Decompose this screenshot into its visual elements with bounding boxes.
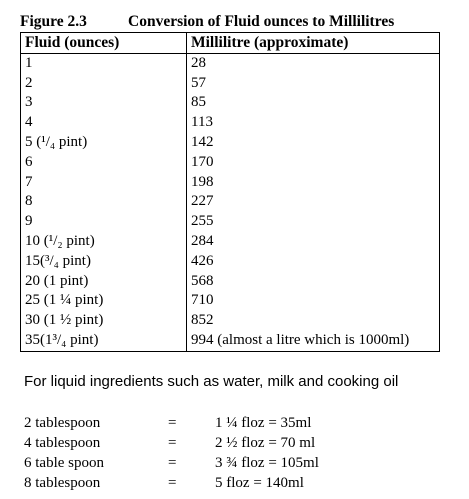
figure-title bbox=[20, 13, 394, 31]
equals-sign: = bbox=[168, 435, 177, 451]
millilitre-cell: 284 bbox=[187, 232, 440, 252]
fluid-equivalent: 2 ½ floz = 70 ml bbox=[215, 435, 316, 451]
fluid-ounces-cell: 30 (1 ½ pint) bbox=[21, 311, 187, 331]
fluid-ounces-cell: 4 bbox=[21, 113, 187, 133]
fluid-ounces-cell: 20 (1 pint) bbox=[21, 272, 187, 292]
table-header-row bbox=[21, 33, 440, 54]
fluid-equivalent: 5 floz = 140ml bbox=[215, 475, 304, 491]
fluid-equivalent: 1 ¼ floz = 35ml bbox=[215, 415, 312, 431]
fluid-ounces-cell: 1 bbox=[21, 53, 187, 73]
tablespoon-quantity: 8 tablespoon bbox=[24, 475, 101, 491]
table-row bbox=[21, 232, 440, 252]
fluid-ounces-cell: 15(³/₄ pint) bbox=[21, 252, 187, 272]
table-row bbox=[21, 291, 440, 311]
fluid-ounces-cell: 10 (¹/₂ pint) bbox=[21, 232, 187, 252]
tablespoon-quantity: 4 tablespoon bbox=[24, 435, 101, 451]
fluid-ounces-cell: 25 (1 ¼ pint) bbox=[21, 291, 187, 311]
millilitre-cell: 568 bbox=[187, 272, 440, 292]
millilitre-cell: 198 bbox=[187, 173, 440, 193]
equals-sign: = bbox=[168, 415, 177, 431]
fluid-ounces-cell: 7 bbox=[21, 173, 187, 193]
millilitre-cell: 426 bbox=[187, 252, 440, 272]
millilitre-cell: 113 bbox=[187, 113, 440, 133]
table-row bbox=[21, 212, 440, 232]
table-row bbox=[21, 93, 440, 113]
liquid-ingredients-intro: For liquid ingredients such as water, milk and cooking oil bbox=[24, 373, 399, 390]
table-row bbox=[21, 113, 440, 133]
fluid-ounces-cell: 6 bbox=[21, 153, 187, 173]
tablespoon-quantity: 6 table spoon bbox=[24, 455, 104, 471]
table-row bbox=[21, 311, 440, 331]
fluid-ounces-cell: 8 bbox=[21, 192, 187, 212]
table-row bbox=[21, 252, 440, 272]
figure-caption: Conversion of Fluid ounces to Millilitres bbox=[128, 13, 395, 30]
equals-sign: = bbox=[168, 475, 177, 491]
table-row bbox=[21, 192, 440, 212]
millilitre-cell: 28 bbox=[187, 53, 440, 73]
tablespoon-quantity: 2 tablespoon bbox=[24, 415, 101, 431]
fluid-ounces-cell: 2 bbox=[21, 74, 187, 94]
millilitre-cell: 255 bbox=[187, 212, 440, 232]
column-header-millilitre: Millilitre (approximate) bbox=[187, 33, 440, 54]
table-row bbox=[21, 272, 440, 292]
table-row bbox=[21, 153, 440, 173]
millilitre-cell: 170 bbox=[187, 153, 440, 173]
millilitre-cell: 57 bbox=[187, 74, 440, 94]
table-row bbox=[21, 173, 440, 193]
fluid-equivalent: 3 ¾ floz = 105ml bbox=[215, 455, 319, 471]
fluid-ounces-cell: 3 bbox=[21, 93, 187, 113]
millilitre-cell: 994 (almost a litre which is 1000ml) bbox=[187, 331, 440, 351]
millilitre-cell: 710 bbox=[187, 291, 440, 311]
table-row bbox=[21, 331, 440, 351]
table-row bbox=[21, 74, 440, 94]
table-row bbox=[21, 53, 440, 73]
equals-sign: = bbox=[168, 455, 177, 471]
millilitre-cell: 142 bbox=[187, 133, 440, 153]
fluid-ounces-cell: 35(1³/₄ pint) bbox=[21, 331, 187, 351]
millilitre-cell: 852 bbox=[187, 311, 440, 331]
figure-label: Figure 2.3 bbox=[20, 13, 87, 30]
fluid-ounces-cell: 9 bbox=[21, 212, 187, 232]
fluid-ounces-cell: 5 (¹/₄ pint) bbox=[21, 133, 187, 153]
millilitre-cell: 227 bbox=[187, 192, 440, 212]
column-header-fluid-ounces: Fluid (ounces) bbox=[21, 33, 187, 54]
millilitre-cell: 85 bbox=[187, 93, 440, 113]
table-row bbox=[21, 133, 440, 153]
conversion-table bbox=[20, 32, 440, 352]
